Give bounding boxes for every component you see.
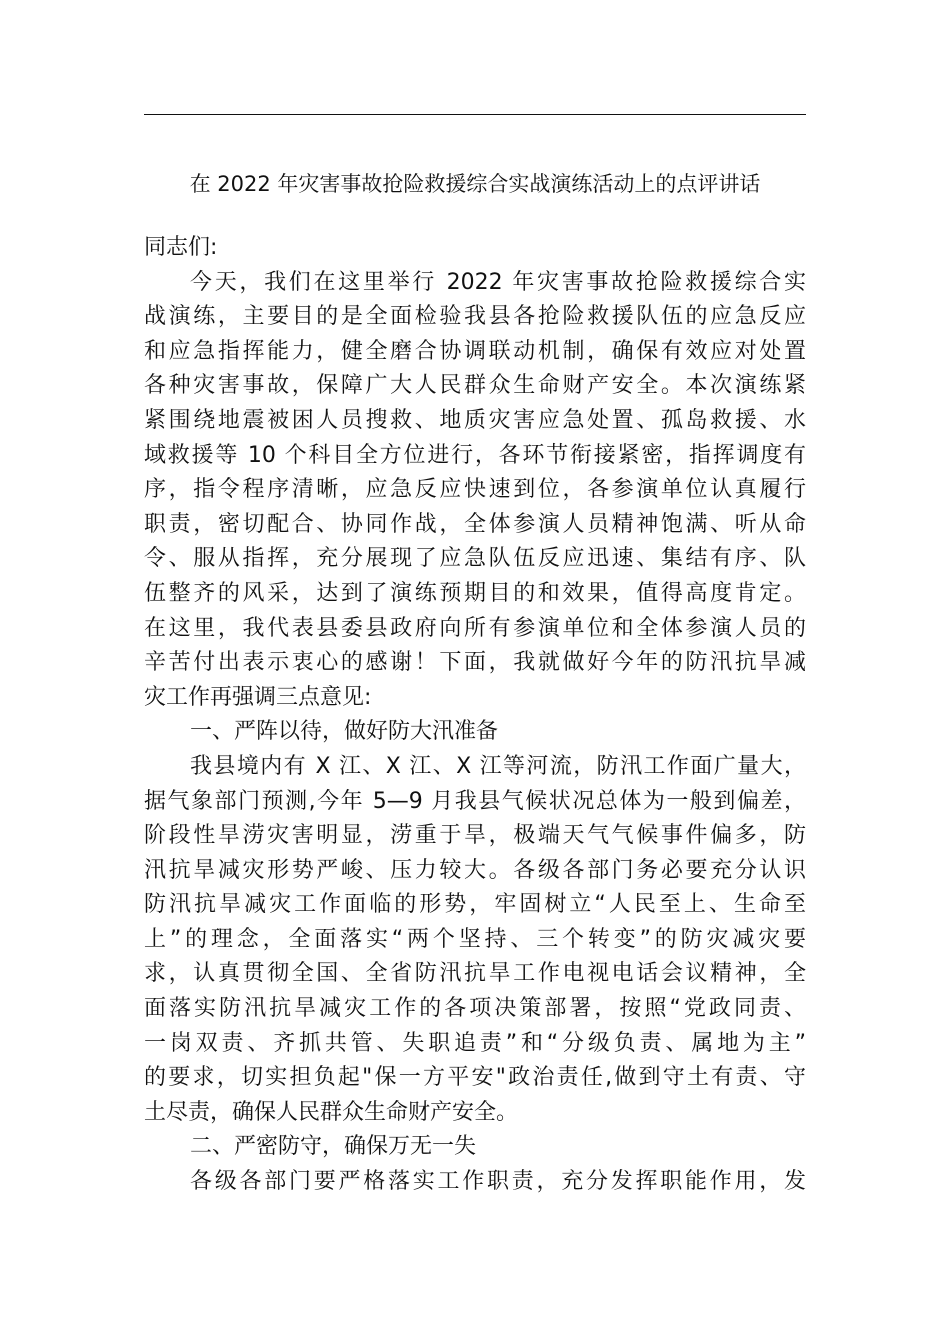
document-page (144, 0, 806, 1344)
body-line: 上”的理念，全面落实“两个坚持、三个转变”的防灾减灾要 (144, 926, 806, 952)
body-line: 土尽责，确保人民群众生命财产安全。 (144, 1099, 519, 1125)
body-line: 据气象部门预测,今年 5—9 月我县气候状况总体为一般到偏差， (144, 788, 806, 814)
body-line: 今天，我们在这里举行 2022 年灾害事故抢险救援综合实 (190, 269, 806, 295)
body-line: 战演练，主要目的是全面检验我县各抢险救援队伍的应急反应 (144, 304, 806, 330)
body-line: 灾工作再强调三点意见: (144, 684, 372, 710)
body-line: 汛抗旱减灾形势严峻、压力较大。各级各部门务必要充分认识 (144, 857, 806, 883)
body-line: 辛苦付出表示衷心的感谢！下面，我就做好今年的防汛抗旱减 (144, 650, 806, 676)
body-line: 序，指令程序清晰，应急反应快速到位，各参演单位认真履行 (144, 477, 806, 503)
body-line: 域救援等 10 个科目全方位进行，各环节衔接紧密，指挥调度有 (144, 442, 806, 468)
body-line: 在这里，我代表县委县政府向所有参演单位和全体参演人员的 (144, 615, 806, 641)
body-line: 同志们: (144, 235, 218, 260)
body-line: 令、服从指挥，充分展现了应急队伍反应迅速、集结有序、队 (144, 546, 806, 572)
body-line: 的要求，切实担负起"保一方平安"政治责任,做到守土有责、守 (144, 1065, 806, 1091)
body-line: 和应急指挥能力，健全磨合协调联动机制，确保有效应对处置 (144, 338, 806, 364)
body-line: 各种灾害事故，保障广大人民群众生命财产安全。本次演练紧 (144, 373, 806, 399)
document-title: 在 2022 年灾害事故抢险救援综合实战演练活动上的点评讲话 (189, 172, 761, 196)
body-line: 各级各部门要严格落实工作职责，充分发挥职能作用，发 (190, 1169, 806, 1195)
body-line: 伍整齐的风采，达到了演练预期目的和效果，值得高度肯定。 (144, 580, 806, 606)
body-line: 紧围绕地震被困人员搜救、地质灾害应急处置、孤岛救援、水 (144, 407, 806, 433)
body-line: 防汛抗旱减灾工作面临的形势，牢固树立“人民至上、生命至 (144, 892, 806, 918)
body-line: 我县境内有 X 江、X 江、X 江等河流，防汛工作面广量大， (190, 753, 806, 779)
body-line: 一、严阵以待，做好防大汛准备 (190, 719, 499, 745)
body-line: 职责，密切配合、协同作战，全体参演人员精神饱满、听从命 (144, 511, 806, 537)
body-line: 面落实防汛抗旱减灾工作的各项决策部署，按照“党政同责、 (144, 996, 806, 1022)
body-line: 一岗双责、齐抓共管、失职追责”和“分级负责、属地为主” (144, 1030, 806, 1056)
document-body (144, 231, 806, 1200)
body-line: 求，认真贯彻全国、全省防汛抗旱工作电视电话会议精神，全 (144, 961, 806, 987)
body-line: 二、严密防守，确保万无一失 (190, 1134, 477, 1160)
header-rule (144, 114, 806, 115)
body-line: 阶段性旱涝灾害明显，涝重于旱，极端天气气候事件偏多，防 (144, 823, 806, 849)
